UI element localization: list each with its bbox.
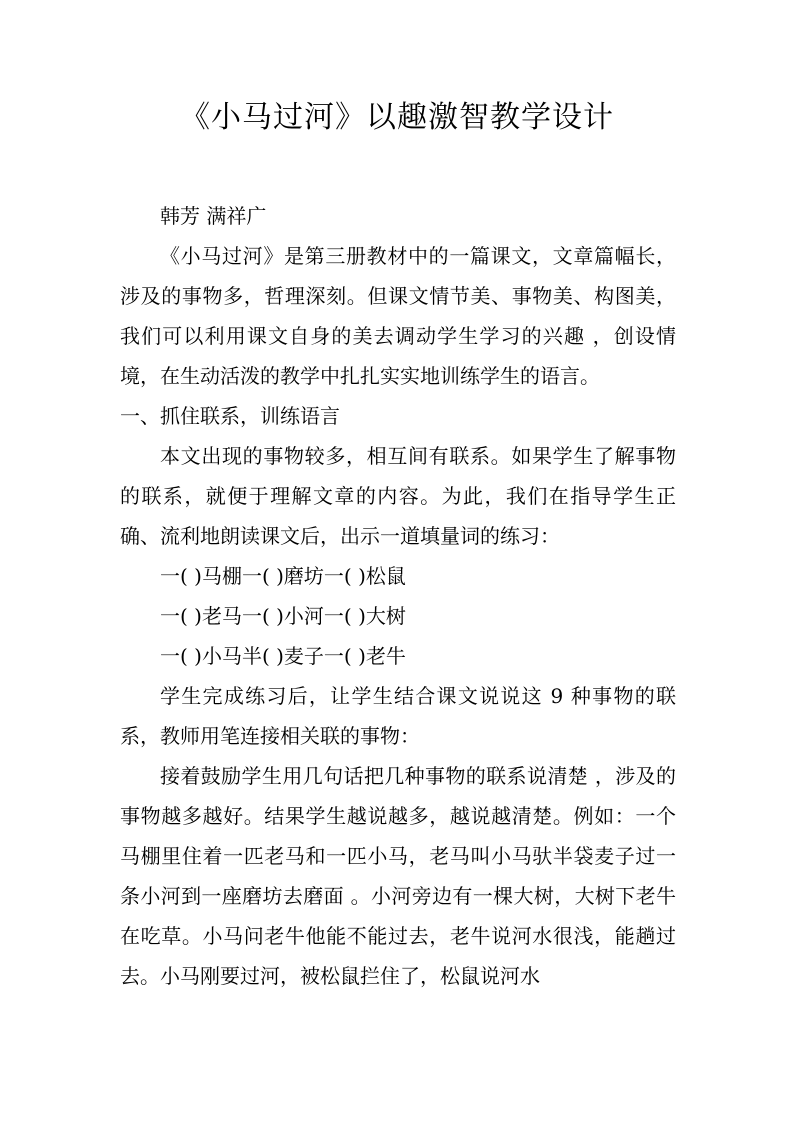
exercise-line-1: 一( )马棚一( )磨坊一( )松鼠 — [160, 564, 406, 588]
author-line: 韩芳 满祥广 — [160, 204, 267, 228]
document-body — [120, 196, 676, 996]
section-heading-1: 一、抓住联系，训练语言 — [120, 404, 340, 428]
paragraph-connection: 学生完成练习后，让学生结合课文说说这 9 种事物的联系，教师用笔连接相关联的事物： — [120, 684, 676, 748]
exercise-line-2: 一( )老马一( )小河一( )大树 — [160, 604, 406, 628]
paragraph-example: 接着鼓励学生用几句话把几种事物的联系说清楚 ，涉及的事物越多越好。结果学生越说越多，越说越清楚。例如：一个马棚里住着一匹老马和一匹小马，老马叫小马驮半袋麦子过一条小河到一座磨坊去磨面 。小河旁边有一棵大树，大树下老牛在吃草。小马问老牛他能不能过去，老牛说河水很浅，能趟过去。小马刚要过河，被松鼠拦住了，松鼠说河水 — [120, 764, 676, 988]
paragraph-section-1: 本文出现的事物较多，相互间有联系。如果学生了解事物的联系，就便于理解文章的内容。为此，我们在指导学生正确、流利地朗读课文后，出示一道填量词的练习： — [120, 444, 676, 548]
exercise-line-3: 一( )小马半( )麦子一( )老牛 — [160, 644, 406, 668]
paragraph-intro: 《小马过河》是第三册教材中的一篇课文，文章篇幅长，涉及的事物多，哲理深刻。但课文情节美、事物美、构图美，我们可以利用课文自身的美去调动学生学习的兴趣 ，创设情境，在生动活泼的教学中扎扎实实地训练学生的语言。 — [120, 244, 676, 388]
document-title: 《小马过河》以趣激智教学设计 — [180, 100, 614, 135]
